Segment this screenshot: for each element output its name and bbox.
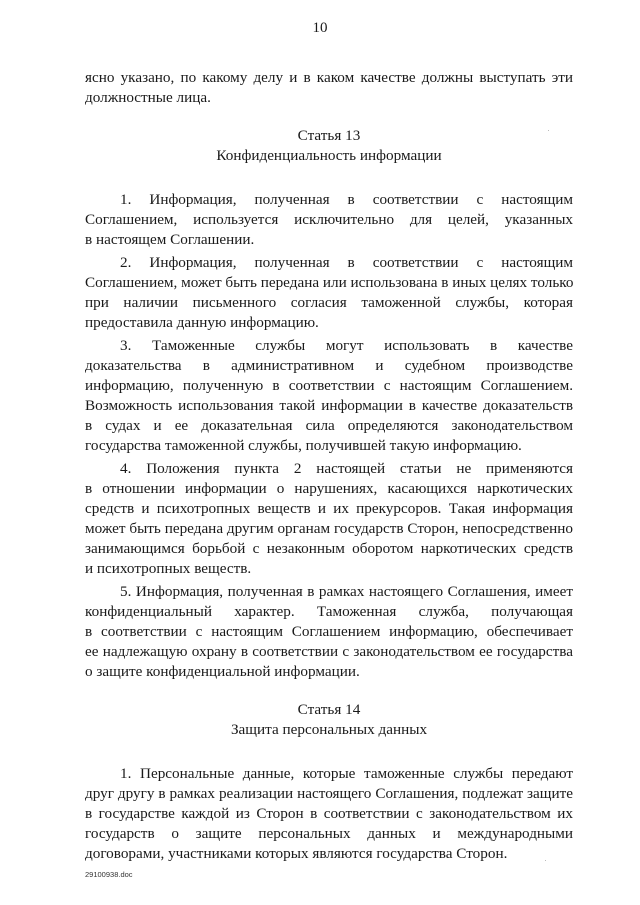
paragraph-line: Соглашением, может быть передана или использована в иных целях только <box>85 274 574 291</box>
paragraph-line: Возможность использования такой информации в качестве доказательств <box>85 397 573 414</box>
article-13-title: Конфиденциальность информации <box>216 147 442 164</box>
article-13-heading: Статья 13 <box>297 127 361 144</box>
scan-speck <box>548 130 549 131</box>
scan-speck <box>545 860 546 861</box>
paragraph-line: друг другу в рамках реализации настоящего Соглашения, подлежат защите <box>85 785 573 802</box>
footer-filename: 29100938.doc <box>85 870 133 879</box>
paragraph-line: 3. Таможенные службы могут использовать в качестве <box>120 337 573 354</box>
paragraph-line: в государстве каждой из Сторон в соответствии с законодательством их <box>85 805 573 822</box>
paragraph-line: занимающимся борьбой с незаконным оборотом наркотических средств <box>85 540 573 557</box>
paragraph-line: при наличии письменного согласия таможенной службы, которая <box>85 294 573 311</box>
paragraph-line: в настоящем Соглашении. <box>85 231 255 248</box>
intro-line: ясно указано, по какому делу и в каком качестве должны выступать эти <box>85 69 573 86</box>
paragraph-line: предоставила данную информацию. <box>85 314 319 331</box>
article-14-heading: Статья 14 <box>297 701 361 718</box>
paragraph-line: 4. Положения пункта 2 настоящей статьи не применяются <box>120 460 573 477</box>
paragraph-line: ее надлежащую охрану в соответствии с законодательством ее государства <box>85 643 573 660</box>
paragraph-line: о защите конфиденциальной информации. <box>85 663 360 680</box>
paragraph-line: в соответствии с настоящим Соглашением информацию, обеспечивает <box>85 623 573 640</box>
paragraph-line: в отношении информации о нарушениях, касающихся наркотических <box>85 480 573 497</box>
paragraph-line: и психотропных веществ. <box>85 560 252 577</box>
page-number: 10 <box>312 20 328 36</box>
paragraph-line: 5. Информация, полученная в рамках настоящего Соглашения, имеет <box>120 583 573 600</box>
paragraph-line: договорами, участниками которых являются государства Сторон. <box>85 845 508 862</box>
document-body <box>85 68 573 864</box>
paragraph-line: в судах и ее доказательная сила определяются законодательством <box>85 417 573 434</box>
paragraph-line: информацию, полученную в соответствии с настоящим Соглашением. <box>85 377 573 394</box>
paragraph-line: средств и психотропных веществ и их прекурсоров. Такая информация <box>85 500 573 517</box>
paragraph-line: может быть передана другим органам государств Сторон, непосредственно <box>85 520 573 537</box>
paragraph-line: 1. Информация, полученная в соответствии с настоящим <box>120 191 573 208</box>
paragraph-line: 2. Информация, полученная в соответствии с настоящим <box>120 254 573 271</box>
paragraph-line: государства таможенной службы, получившей такую информацию. <box>85 437 522 454</box>
article-14-title: Защита персональных данных <box>230 721 428 738</box>
paragraph-line: 1. Персональные данные, которые таможенные службы передают <box>120 765 573 782</box>
paragraph-line: конфиденциальный характер. Таможенная служба, получающая <box>85 603 573 620</box>
paragraph-line: доказательства в административном и судебном производстве <box>85 357 573 374</box>
paragraph-line: Соглашением, используется исключительно для целей, указанных <box>85 211 573 228</box>
paragraph-line: государств о защите персональных данных и международными <box>85 825 573 842</box>
intro-line: должностные лица. <box>85 89 211 106</box>
